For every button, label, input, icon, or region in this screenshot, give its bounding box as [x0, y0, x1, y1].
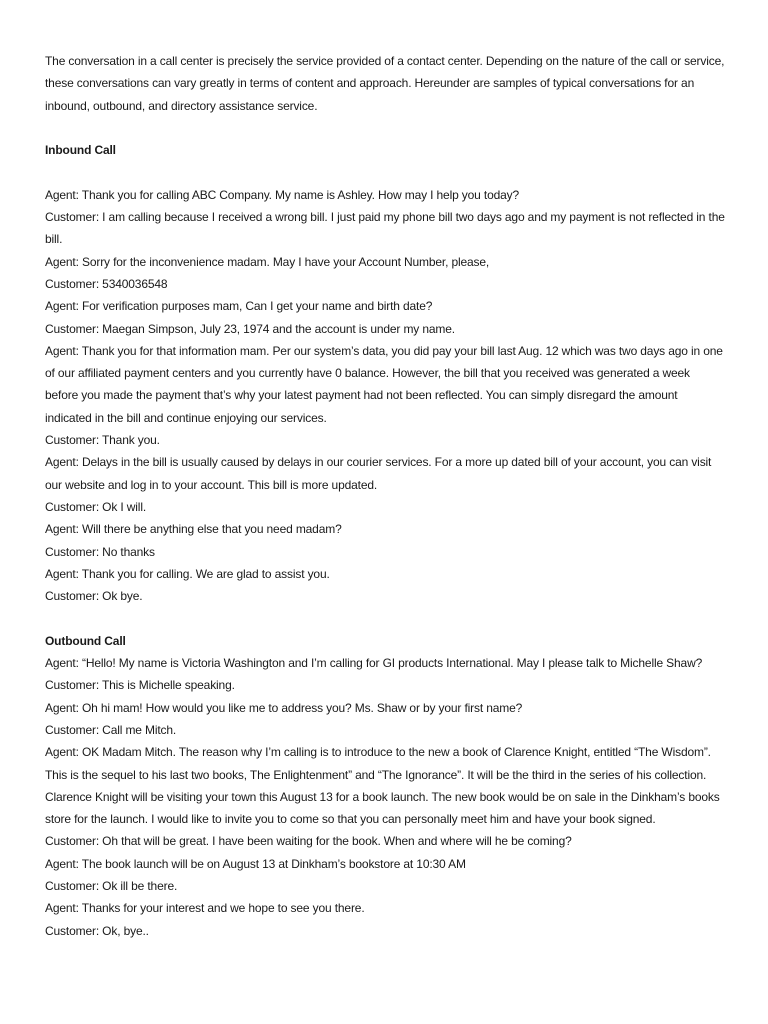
document-page: [45, 50, 725, 942]
outbound-call-transcript: [45, 652, 725, 942]
dialogue-line: Customer: Maegan Simpson, July 23, 1974 and the account is under my name.: [45, 321, 455, 336]
dialogue-line: Agent: Delays in the bill is usually caused by delays in our courier services. For a more up dated bill of your account, you can visit our website and log in to your account. This bill is more updated.: [45, 455, 712, 492]
dialogue-line: Agent: The book launch will be on August 13 at Dinkham’s bookstore at 10:30 AM: [45, 856, 466, 871]
dialogue-line: Agent: For verification purposes mam, Can I get your name and birth date?: [45, 299, 433, 314]
dialogue-line: Customer: Ok, bye..: [45, 923, 149, 938]
inbound-call-heading: Inbound Call: [45, 143, 116, 158]
dialogue-line: Customer: No thanks: [45, 544, 155, 559]
dialogue-line: Agent: Sorry for the inconvenience madam. May I have your Account Number, please,: [45, 254, 490, 269]
dialogue-line: Customer: Thank you.: [45, 433, 160, 448]
dialogue-line: Customer: Ok I will.: [45, 499, 147, 514]
outbound-call-heading: Outbound Call: [45, 633, 126, 648]
spacer: [45, 607, 725, 629]
dialogue-line: Agent: Thanks for your interest and we hope to see you there.: [45, 901, 365, 916]
dialogue-line: Customer: I am calling because I received a wrong bill. I just paid my phone bill two days ago and my payment is not reflected in the bill.: [45, 210, 725, 247]
dialogue-line: Customer: Oh that will be great. I have been waiting for the book. When and where will he be coming?: [45, 834, 572, 849]
dialogue-line: Agent: Will there be anything else that you need madam?: [45, 522, 342, 537]
dialogue-line: Customer: Call me Mitch.: [45, 722, 177, 737]
dialogue-line: Agent: Thank you for calling ABC Company. My name is Ashley. How may I help you today?: [45, 187, 520, 202]
dialogue-line: Customer: Ok bye.: [45, 589, 143, 604]
dialogue-line: Agent: “Hello! My name is Victoria Washington and I’m calling for GI products International. May I please talk to Michelle Shaw?: [45, 656, 703, 671]
intro-paragraph: The conversation in a call center is precisely the service provided of a contact center. Depending on the nature of the call or service, these conversations can vary greatly in terms of content and approach. Hereunder are samples of typical conversations for an inbound, outbound, and directory assistance service.: [45, 54, 725, 113]
dialogue-line: Agent: OK Madam Mitch. The reason why I’m calling is to introduce to the new a book of Clarence Knight, entitled “The Wisdom”. This is the sequel to his last two books, The Enlightenment” and “The Ignorance”. It will be the third in the series of his collection. Clarence Knight will be visiting your town this August 13 for a book launch. The new book would be on sale in the Dinkham’s books store for the launch. I would like to invite you to come so that you can personally meet him and have your book signed.: [45, 745, 720, 827]
dialogue-line: Customer: Ok ill be there.: [45, 878, 178, 893]
dialogue-line: Customer: This is Michelle speaking.: [45, 678, 235, 693]
dialogue-line: Customer: 5340036548: [45, 276, 168, 291]
spacer: [45, 117, 725, 139]
dialogue-line: Agent: Thank you for that information mam. Per our system’s data, you did pay your bill last Aug. 12 which was two days ago in one of our affiliated payment centers and you currently have 0 balance. However, the bill that you received was generated a week before you made the payment that’s why your latest payment had not been reflected. You can simply disregard the amount indicated in the bill and continue enjoying our services.: [45, 343, 723, 425]
dialogue-line: Agent: Oh hi mam! How would you like me to address you? Ms. Shaw or by your first name?: [45, 700, 523, 715]
dialogue-line: Agent: Thank you for calling. We are glad to assist you.: [45, 566, 330, 581]
spacer: [45, 161, 725, 183]
inbound-call-transcript: [45, 184, 725, 608]
